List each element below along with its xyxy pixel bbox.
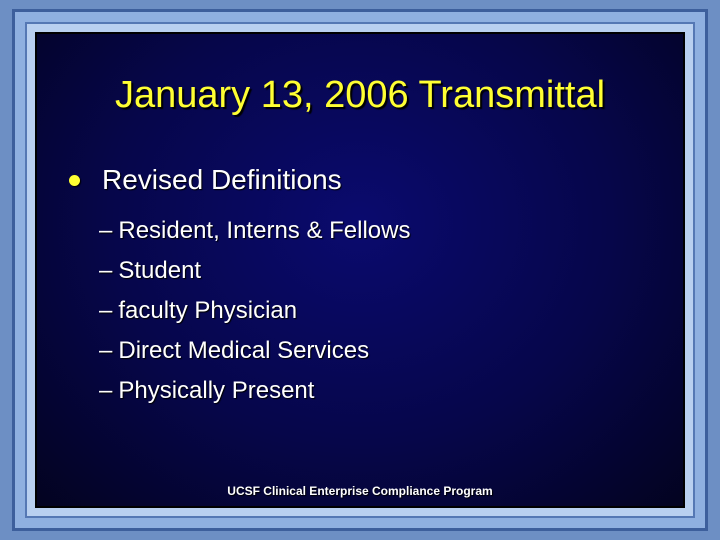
sub-bullet-text: Student <box>118 257 202 284</box>
sub-bullet-item <box>99 336 410 376</box>
slide-title: January 13, 2006 Transmittal <box>114 74 606 116</box>
slide-frame-outer <box>12 9 708 531</box>
slide-frame-inner <box>25 22 695 518</box>
sub-bullet-item <box>99 296 410 336</box>
main-bullet <box>69 164 342 196</box>
round-bullet-icon <box>69 175 80 186</box>
sub-bullet-item <box>99 256 410 296</box>
main-bullet-text: Revised Definitions <box>102 164 342 195</box>
dash-glyph: – <box>99 337 113 364</box>
slide-footer: UCSF Clinical Enterprise Compliance Program <box>227 484 493 498</box>
sub-bullet-item <box>99 376 410 416</box>
sub-bullet-text: Resident, Interns & Fellows <box>118 217 411 244</box>
sub-bullet-text: Physically Present <box>118 377 315 404</box>
sub-bullet-list <box>99 216 410 416</box>
dash-glyph: – <box>99 297 113 324</box>
sub-bullet-item <box>99 216 410 256</box>
sub-bullet-text: Direct Medical Services <box>118 337 370 364</box>
sub-bullet-text: faculty Physician <box>118 297 298 324</box>
slide-content-area <box>35 32 685 508</box>
dash-glyph: – <box>99 217 113 244</box>
dash-glyph: – <box>99 257 113 284</box>
dash-glyph: – <box>99 377 113 404</box>
